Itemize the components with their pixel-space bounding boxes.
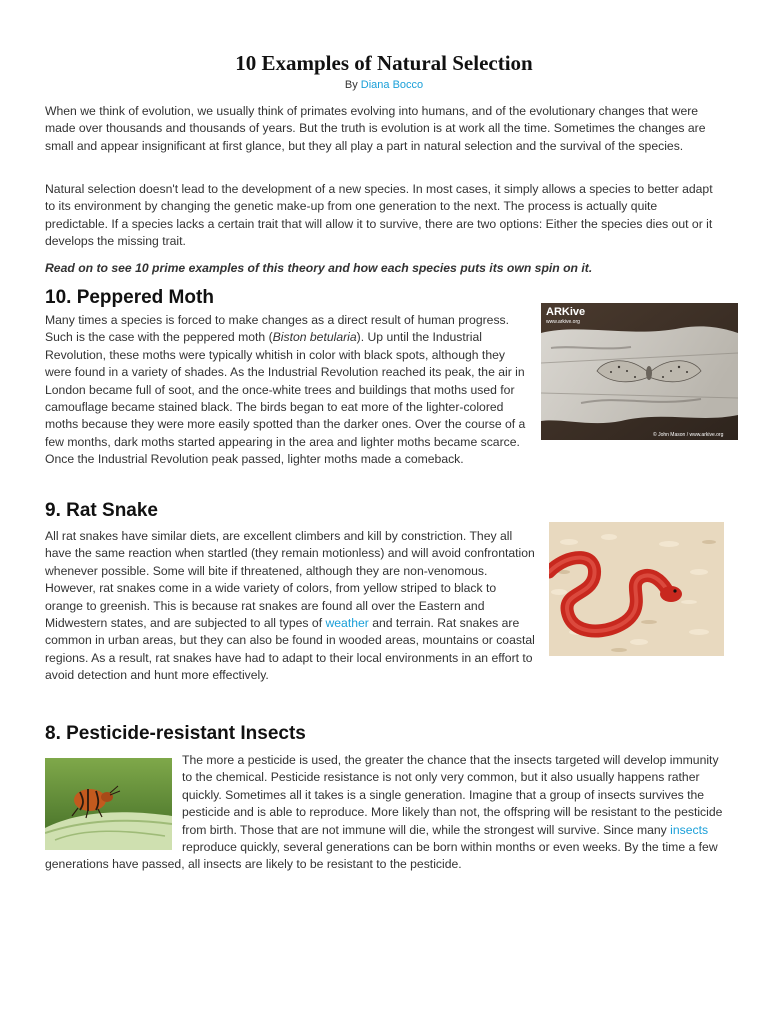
- section-heading-peppered-moth: 10. Peppered Moth: [45, 287, 214, 308]
- section-text-peppered-moth: [45, 306, 724, 469]
- insects-link[interactable]: insects: [670, 822, 709, 837]
- moth-text-a: Many times a species is forced to make changes as a direct result of human progress. Such is the case with the peppered moth (: [45, 313, 510, 345]
- insect-image: [45, 758, 172, 850]
- author-link[interactable]: Diana Bocco: [360, 79, 424, 91]
- article-title: 10 Examples of Natural Selection: [235, 51, 533, 75]
- moth-text-b: ). Up until the Industrial Revolution, these moths were typically whitish in color with black spots, although they were found in a variety of shades. As the Industrial Revolution reached its peak, the air in London became full of soot, and the once-white trees and buildings that moths used for camouflage became stained black. The birds began to eat more of the lighter-colored moths because they were more easily spotted than the darker ones. Over the course of a few months, dark moths started appearing in the area and lighter moths became scarce. Once the Industrial Revolution peak passed, lighter moths made a comeback.: [45, 330, 526, 467]
- section-heading-rat-snake: 9. Rat Snake: [45, 500, 158, 521]
- section-heading-pesticide-resistant-insects: 8. Pesticide-resistant Insects: [45, 723, 306, 744]
- byline-prefix: By: [344, 79, 358, 91]
- rat-snake-image: [549, 522, 724, 656]
- image-credit: © John Mason / www.arkive.org: [653, 432, 724, 438]
- snake-text-a: All rat snakes have similar diets, are excellent climbers and kill by constriction. They all have the same reaction when startled (they remain motionless) and will avoid confrontation whenever possible. Some will bite if threatened, although they are non-venomous. However, rat snakes come in a wide variety of colors, from yellow striped to black to orange to greenish. This is because rat snakes are found all over the Eastern and Midwestern states, and are subjected to all types of: [45, 529, 535, 631]
- insects-text-b: reproduce quickly, several generations can be born within months or even weeks. By the time a few generations have passed, all insects are likely to be resistant to the pesticide.: [45, 840, 718, 872]
- peppered-moth-image: [541, 303, 738, 440]
- image-logo-sub: www.arkive.org: [546, 319, 580, 325]
- section-text-pesticide-resistant-insects: [45, 752, 723, 874]
- moth-scientific-name: Biston betularia: [272, 330, 357, 345]
- snake-text-b: and terrain. Rat snakes are common in urban areas, but they can also be found in wooded areas, mountains or coastal regions. As a result, rat snakes have had to adapt to their local environments in an effort to avoid detection and hunt more effectively.: [45, 616, 535, 683]
- lead-paragraph: Read on to see 10 prime examples of this theory and how each species puts its own spin on it.: [45, 261, 593, 275]
- intro-paragraph-1: When we think of evolution, we usually think of primates evolving into humans, and of the evolutionary changes that were made over thousands and thousands of years. But the truth is evolution is at work all the time. Sometimes the changes are small and appear insignificant at first glance, but they all play a part in natural selection and the survival of the species.: [45, 104, 706, 153]
- image-logo: ARKive: [546, 306, 586, 318]
- intro-paragraph-2: Natural selection doesn't lead to the development of a new species. In most cases, it simply allows a species to better adapt to its environment by changing the genetic make-up from one generation to the next. The process is actually quite predictable. If a species lacks a certain trait that will allow it to survive, there are two options: Either the species dies out or it develops the missing trait.: [45, 182, 713, 249]
- section-text-rat-snake: [45, 528, 723, 685]
- weather-link[interactable]: weather: [325, 616, 369, 631]
- byline: [45, 79, 723, 91]
- insects-text-a: The more a pesticide is used, the greater the chance that the insects targeted will develop immunity to the chemical. Pesticide resistance is not only very common, but it also usually happens rather quickly. Sometimes all it takes is a single generation. Imagine that a group of insects survives the pesticide and is able to reproduce. More likely than not, the offspring will be resistant to the pesticide from birth. Those that are not immune will die, while the strongest will survive. Since many: [182, 753, 723, 837]
